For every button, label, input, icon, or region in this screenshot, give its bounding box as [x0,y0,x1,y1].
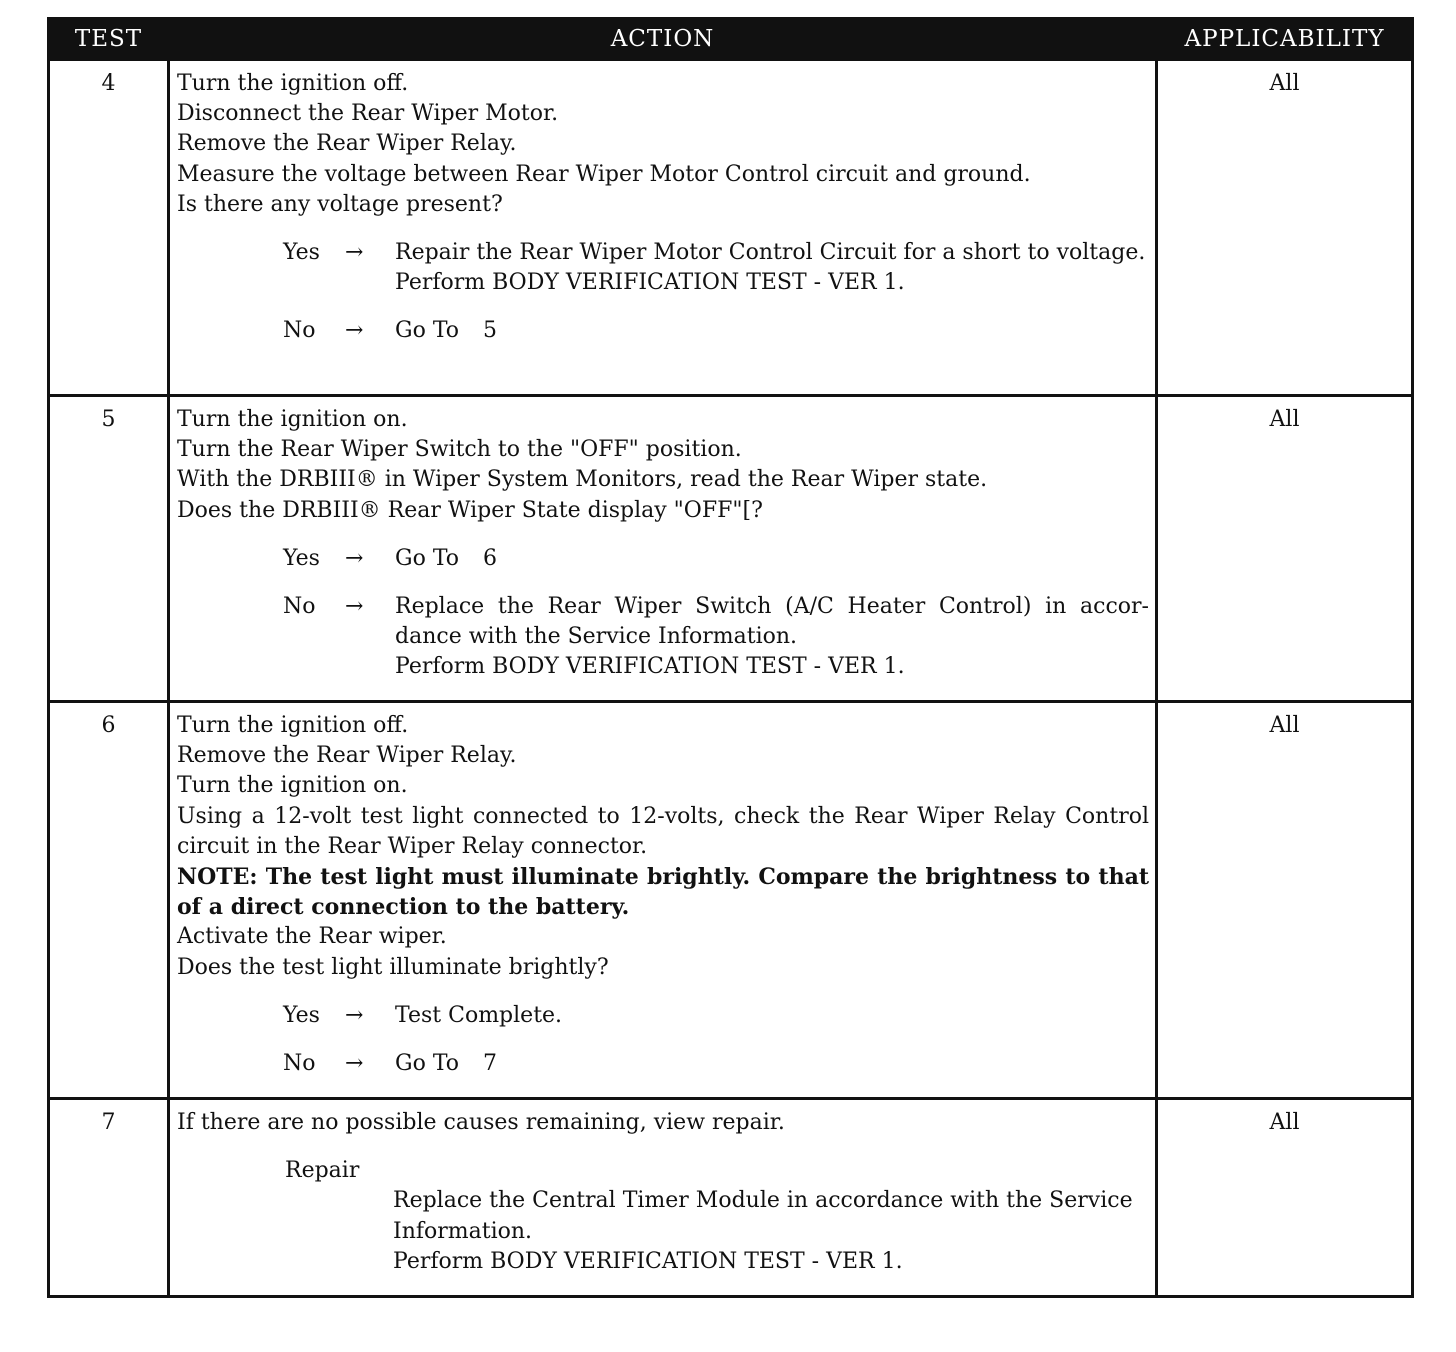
action-cell [169,1099,1157,1297]
table-row [49,60,1413,396]
action-step: Turn the ignition on. [177,407,408,432]
action-step: Is there any voltage present? [177,191,503,217]
goto-number: 5 [483,318,498,344]
action-step: Does the DRBIII® Rear Wiper State display "OFF"[? [177,497,763,523]
test-number: 6 [49,702,169,1099]
arrow-right-icon: → [345,545,364,571]
action-cell [169,396,1157,702]
action-step: Does the test light illuminate brightly? [177,954,609,980]
table-row [49,396,1413,702]
no-branch [177,592,1149,683]
yes-label: Yes [283,545,320,571]
applicability-value: All [1157,1099,1413,1297]
action-step: Turn the ignition off. [177,713,409,738]
repair-label: Repair [285,1158,360,1184]
yes-result-text: Repair the Rear Wiper Motor Control Circuit for a short to voltage. [395,240,1146,266]
test-number: 5 [49,396,169,702]
table-row [49,1099,1413,1297]
action-step: Turn the Rear Wiper Switch to the "OFF" position. [177,437,742,463]
goto-number: 7 [483,1051,498,1077]
applicability-value: All [1157,702,1413,1099]
action-cell [169,60,1157,396]
no-label: No [283,1051,316,1077]
action-cell [169,702,1157,1099]
table-row [49,702,1413,1099]
repair-text: Perform BODY VERIFICATION TEST - VER 1. [393,1248,903,1274]
action-step: With the DRBIII® in Wiper System Monitors, read the Rear Wiper state. [177,467,988,493]
applicability-value: All [1157,396,1413,702]
yes-branch [177,238,1149,298]
yes-branch [177,1001,1149,1031]
arrow-right-icon: → [345,1051,364,1077]
repair-text: Replace the Central Timer Module in accordance with the Service Information. [393,1188,1133,1244]
arrow-right-icon: → [345,1002,364,1028]
action-step: Disconnect the Rear Wiper Motor. [177,101,559,127]
arrow-right-icon: → [345,318,364,344]
action-step: Remove the Rear Wiper Relay. [177,131,517,157]
test-number: 7 [49,1099,169,1297]
goto-text: Go To [395,545,460,571]
applicability-value: All [1157,60,1413,396]
yes-branch [177,544,1149,574]
no-label: No [283,594,316,620]
yes-result-text: Test Complete. [395,1002,563,1028]
action-step: Remove the Rear Wiper Relay. [177,743,517,769]
no-label: No [283,318,316,344]
yes-label: Yes [283,240,320,266]
action-step: Using a 12-volt test light connected to 12-volts, check the Rear Wiper Relay Control circuit in the Rear Wiper Relay connector. [177,803,1149,859]
arrow-right-icon: → [345,240,364,266]
action-step: If there are no possible causes remaining, view repair. [177,1110,785,1135]
yes-result-text: Perform BODY VERIFICATION TEST - VER 1. [395,270,905,296]
action-step: Measure the voltage between Rear Wiper Motor Control circuit and ground. [177,161,1031,187]
action-step: Activate the Rear wiper. [177,924,447,950]
header-test: TEST [49,19,169,60]
table-header-row [49,19,1413,60]
diagnostic-test-table [47,17,1414,1298]
no-result-text: Replace the Rear Wiper Switch (A/C Heater Control) in accor-dance with the Service Information. [395,594,1149,650]
goto-text: Go To [395,318,460,344]
no-branch [177,316,1149,346]
action-step: Turn the ignition on. [177,773,408,799]
goto-text: Go To [395,1051,460,1077]
goto-number: 6 [483,545,498,571]
yes-label: Yes [283,1002,320,1028]
note-text: NOTE: The test light must illuminate brightly. Compare the brightness to that of a direct connection to the battery. [177,864,1149,921]
header-action: ACTION [169,19,1157,60]
action-step: Turn the ignition off. [177,71,409,96]
header-applicability: APPLICABILITY [1157,19,1413,60]
test-number: 4 [49,60,169,396]
arrow-right-icon: → [345,594,364,620]
no-branch [177,1049,1149,1079]
no-result-text: Perform BODY VERIFICATION TEST - VER 1. [395,654,905,680]
